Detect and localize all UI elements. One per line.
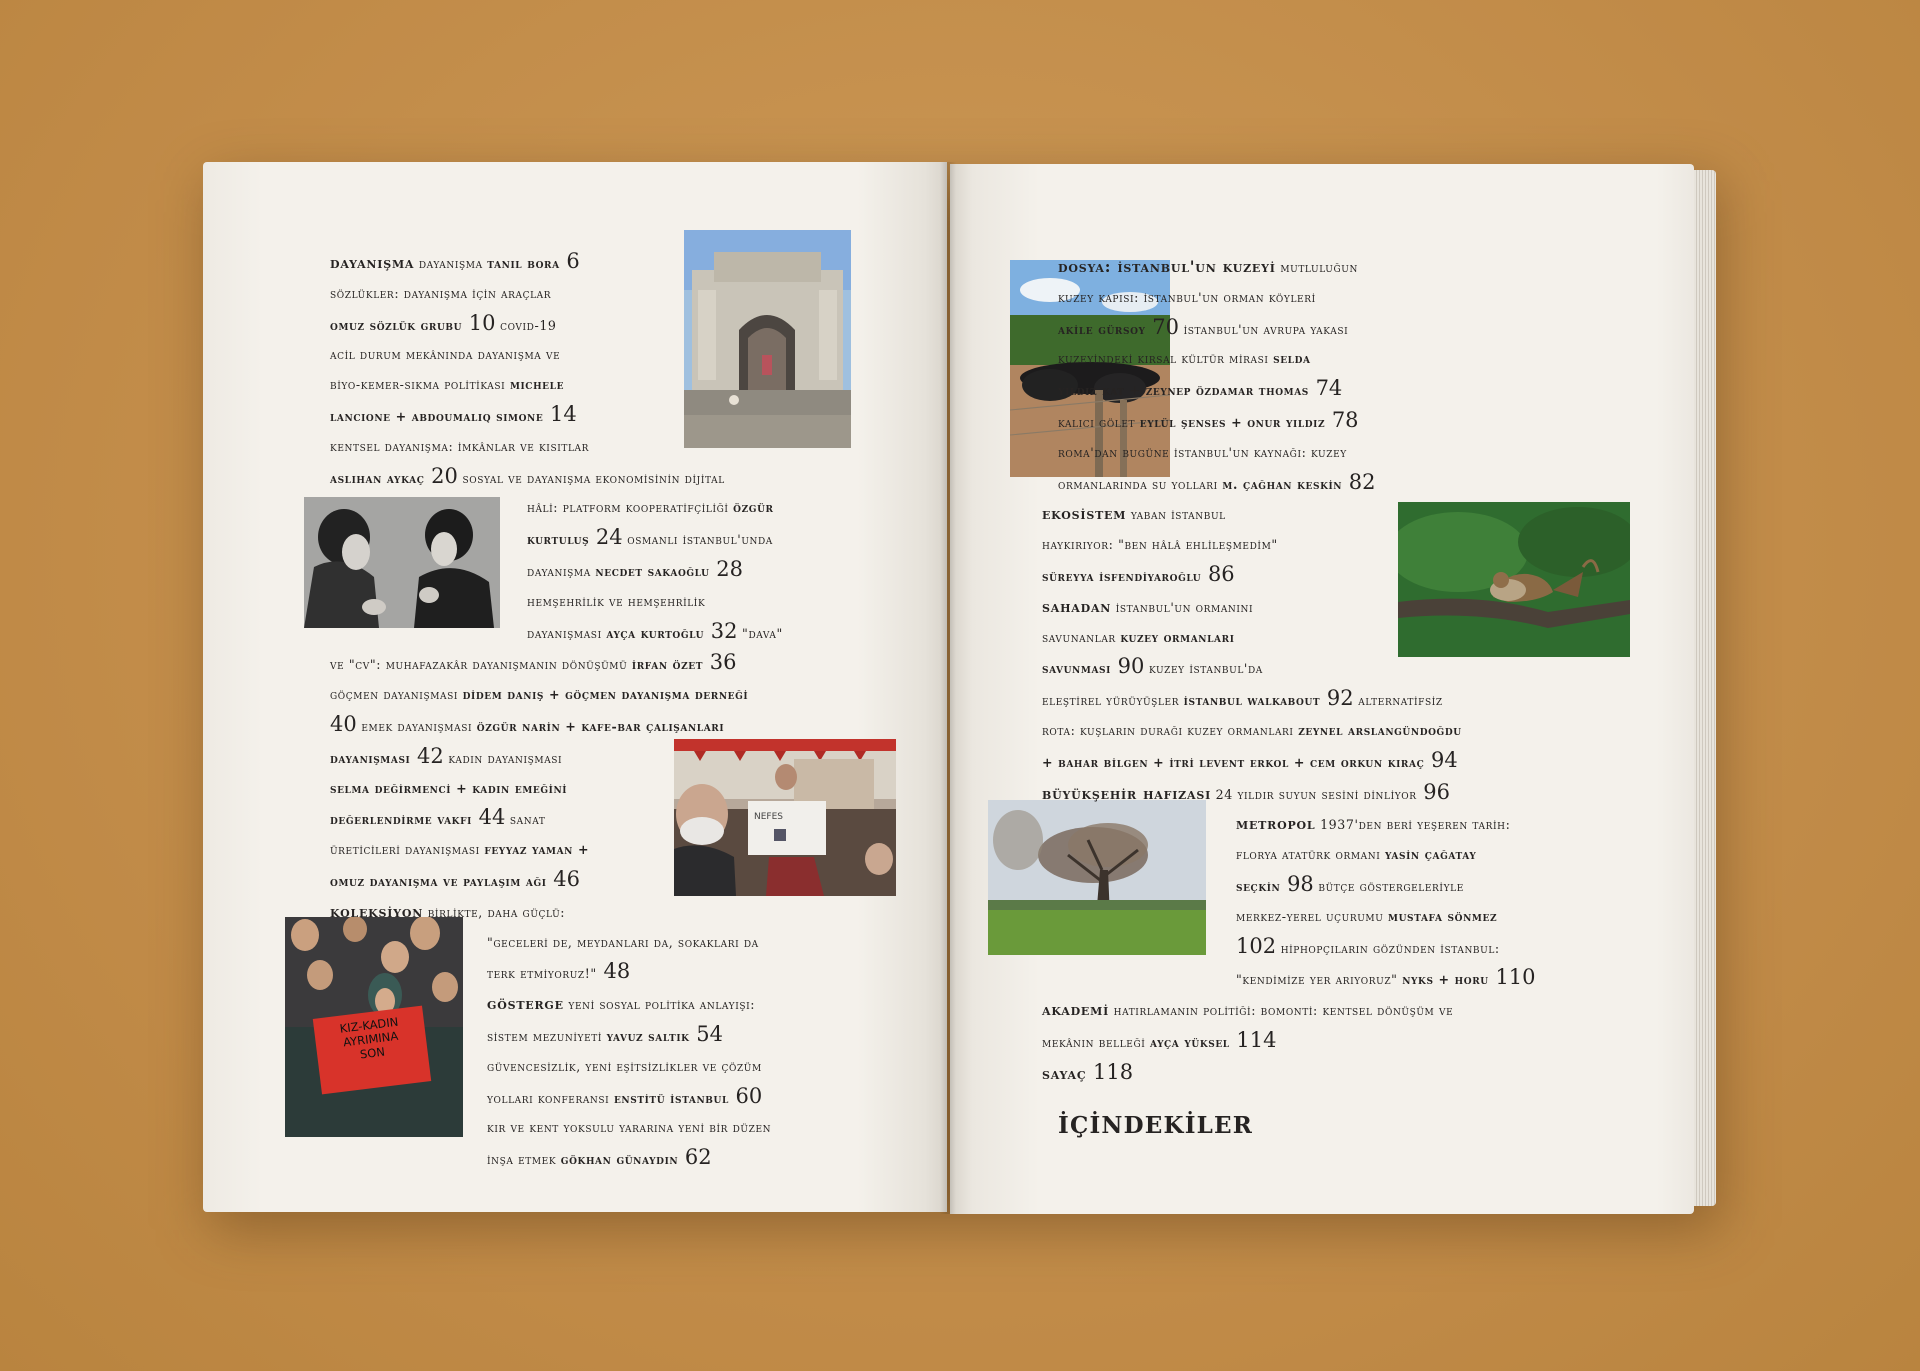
- contents-line: [527, 555, 783, 587]
- page-number: 94: [1424, 747, 1458, 772]
- article-title: florya atatürk ormani: [1236, 847, 1385, 863]
- author-name: michele: [509, 377, 565, 393]
- contents-line: [1042, 530, 1536, 560]
- left-contents-column: [330, 247, 783, 1175]
- article-title: haykiriyor: "ben hâlâ ehli̇leşmedi̇m": [1042, 537, 1278, 553]
- contents-line: [527, 617, 783, 649]
- contents-line: [330, 897, 783, 928]
- author-name: dayanişmasi: [330, 750, 411, 766]
- page-number: 36: [703, 650, 737, 675]
- contents-line: [487, 1143, 783, 1175]
- article-title: hatirlamanin poli̇ti̇ği̇: bomonti̇: kentsel dönüşüm ve: [1109, 1003, 1454, 1019]
- contents-line: [527, 587, 783, 617]
- contents-line: [1236, 902, 1536, 932]
- contents-line: [1042, 778, 1536, 810]
- page-number: 42: [410, 743, 444, 768]
- article-title: dayanişma: [414, 256, 488, 271]
- page-number: 54: [689, 1021, 723, 1046]
- contents-line: [330, 710, 783, 742]
- contents-line: [487, 1052, 783, 1082]
- author-name: selma deği̇rmenci̇ + kadin emeği̇ni̇: [330, 780, 568, 796]
- contents-line: [330, 340, 783, 370]
- author-name: di̇dem daniş + göçmen dayanişma derneği̇: [462, 687, 749, 703]
- author-name: + bahar bi̇lgen + i̇tri̇ levent erkol + cem orkun kiraç: [1042, 754, 1425, 770]
- author-name: i̇stanbul walkabout: [1183, 693, 1321, 709]
- article-title: "kendi̇mi̇ze yer ariyoruz": [1236, 972, 1403, 988]
- contents-line: [527, 523, 783, 555]
- page-number: 14: [543, 401, 577, 426]
- svg-text:NEFES: NEFES: [754, 812, 783, 822]
- section-heading: dayanişma: [330, 253, 415, 272]
- section-heading: sayaç: [1042, 1063, 1087, 1083]
- page-number: 74: [1308, 376, 1343, 401]
- author-name: kurtuluş: [527, 532, 590, 548]
- author-name: selda: [1273, 351, 1311, 367]
- contents-line: [487, 989, 783, 1020]
- contents-line: [1236, 840, 1536, 870]
- author-name: yavuz saltik: [606, 1028, 690, 1044]
- article-title: savunanlar: [1042, 629, 1121, 645]
- contents-line: [1058, 374, 1536, 406]
- page-number: 46: [546, 866, 580, 891]
- contents-line: [330, 648, 783, 680]
- section-heading: gösterge: [487, 994, 564, 1014]
- article-title: dayanişmasi: [527, 625, 607, 641]
- author-name: eylül şenses + onur yildiz: [1139, 414, 1326, 430]
- article-title: göçmen dayanişmasi: [330, 687, 463, 703]
- author-name: m. çağhan keski̇n: [1222, 476, 1343, 492]
- article-title: emek dayanişmasi: [356, 718, 477, 734]
- article-title: osmanli i̇stanbul'unda: [622, 532, 773, 548]
- article-title: kir ve kent yoksulu yararina yeni̇ bi̇r düzen: [487, 1120, 772, 1136]
- contents-line: [330, 370, 783, 400]
- section-heading: metropol: [1236, 814, 1316, 834]
- author-name: kuzey ormanlari: [1120, 629, 1235, 645]
- article-title: kuzeyi̇ndeki̇ kirsal kültür mi̇rasi: [1058, 351, 1274, 367]
- article-title: sözlükler: dayanişma i̇çi̇n araçlar: [330, 285, 552, 301]
- article-title: üreti̇ci̇leri̇ dayanişmasi: [330, 842, 485, 858]
- author-name: mustafa sönmez: [1388, 908, 1498, 924]
- section-heading: sahadan: [1042, 596, 1112, 616]
- contents-line: [330, 400, 783, 432]
- article-title: i̇stanbul'un ormanini: [1111, 599, 1254, 615]
- section-heading: akademi̇: [1042, 1000, 1110, 1020]
- page-number: 20: [424, 463, 458, 488]
- contents-line: [1042, 1026, 1536, 1058]
- author-name: ayça yüksel: [1150, 1034, 1230, 1050]
- contents-line: [1236, 870, 1536, 902]
- section-heading: koleksi̇yon: [330, 901, 424, 921]
- page-number: 118: [1086, 1059, 1134, 1084]
- section-heading: dosya: i̇stanbul'un kuzeyi̇: [1058, 257, 1276, 276]
- contents-line: [1236, 963, 1536, 995]
- contents-line: [487, 1020, 783, 1052]
- article-title: 24 yildir suyun sesi̇ni̇ di̇nli̇yor: [1211, 786, 1417, 802]
- page-number: 82: [1342, 469, 1376, 494]
- page-number: 6: [559, 249, 580, 273]
- contents-line: [1042, 1058, 1536, 1090]
- article-title: aci̇l durum mekâninda dayanişma ve: [330, 347, 561, 363]
- author-name: süreyya i̇sfendi̇yaroğlu: [1042, 568, 1202, 584]
- page-number: 70: [1145, 314, 1179, 339]
- contents-line: [1236, 809, 1536, 840]
- article-title: yollari konferansi: [487, 1090, 614, 1106]
- page-number: 40: [330, 711, 357, 736]
- article-title: hi̇phopçilarin gözünden i̇stanbul:: [1276, 940, 1500, 956]
- article-title: sosyal ve dayanişma ekonomi̇si̇ni̇n di̇ji̇tal: [457, 470, 725, 486]
- protest-sign-text: KIZ-KADIN AYRIMINA SON: [338, 1014, 399, 1062]
- article-title: kuzey i̇stanbul'da: [1144, 661, 1263, 677]
- page-number: 24: [589, 525, 623, 550]
- article-title: alternati̇fsi̇z: [1353, 693, 1443, 709]
- article-title: ormanlarinda su yollari: [1058, 476, 1223, 492]
- contents-line: [330, 835, 783, 865]
- article-title: yeni̇ sosyal poli̇ti̇ka anlayişi:: [563, 997, 756, 1013]
- contents-line: [487, 1113, 783, 1143]
- contents-line: [330, 742, 783, 774]
- article-title: i̇nşa etmek: [487, 1152, 561, 1168]
- page-number: 48: [596, 959, 631, 984]
- author-name: zeynel arslangündoğdu: [1298, 722, 1462, 738]
- article-title: kadin dayanişmasi: [443, 750, 563, 766]
- contents-line: [1058, 283, 1536, 313]
- author-name: ensti̇tü i̇stanbul: [613, 1090, 729, 1106]
- article-title: güvencesi̇zli̇k, yeni̇ eşi̇tsi̇zli̇kler ve çözüm: [487, 1058, 762, 1074]
- article-title: 1937'den beri̇ yeşeren tari̇h:: [1315, 817, 1511, 833]
- article-title: kentsel dayanişma: i̇mkânlar ve kisitlar: [330, 438, 590, 454]
- right-contents-column: [1042, 252, 1536, 1090]
- article-title: dayanişma: [527, 563, 596, 579]
- contents-line: [527, 493, 783, 523]
- page-number: 10: [462, 310, 496, 335]
- contents-line: [1058, 468, 1536, 500]
- page-number: 86: [1201, 561, 1235, 586]
- article-title: ve "cv": muhafazakâr dayanişmanin dönüşümü: [330, 657, 632, 673]
- page-number: 98: [1280, 871, 1314, 896]
- author-name: özgür: [733, 500, 774, 516]
- author-name: değerlendi̇rme vakfi: [330, 812, 472, 828]
- author-name: nyks + horu: [1402, 972, 1489, 988]
- author-name: necdet sakaoğlu: [595, 563, 710, 579]
- contents-line: [1058, 344, 1536, 374]
- contents-line: [1042, 592, 1536, 623]
- article-title: bi̇yo-kemer-sikma poli̇ti̇kasi: [330, 377, 510, 393]
- author-name: yasi̇n çağatay: [1384, 847, 1477, 863]
- author-name: lancione + abdoumaliq simone: [330, 408, 544, 424]
- article-title: mekânin belleği̇: [1042, 1034, 1151, 1050]
- contents-line: [487, 957, 783, 989]
- author-name: ayça kurtoğlu: [606, 625, 705, 641]
- article-title: hemşehri̇li̇k ve hemşehri̇li̇k: [527, 593, 706, 609]
- page-number: 102: [1236, 933, 1277, 958]
- contents-line: [330, 309, 783, 341]
- article-title: "dava": [737, 625, 783, 641]
- author-name: özgür nari̇n + kafe-bar çalişanlari: [476, 718, 725, 734]
- page-number: 60: [728, 1083, 763, 1108]
- page-number: 92: [1320, 686, 1354, 711]
- section-heading: ekosi̇stem: [1042, 504, 1127, 524]
- spine-gutter: [940, 162, 956, 1214]
- section-heading: büyükşehi̇r hafizasi: [1042, 783, 1212, 803]
- contents-line: [1042, 716, 1536, 746]
- contents-line: [1042, 560, 1536, 592]
- article-title: kuzey kapisi: i̇stanbul'un orman köyleri̇: [1058, 289, 1316, 305]
- contents-line: [1042, 499, 1536, 530]
- contents-line: [330, 247, 783, 279]
- page-number: 90: [1110, 654, 1145, 679]
- contents-line: [1058, 406, 1536, 438]
- author-name: savunmasi: [1042, 661, 1111, 677]
- contents-title: İÇİNDEKİLER: [1058, 1112, 1254, 1139]
- page-number: 44: [471, 805, 506, 830]
- article-title: i̇stanbul'un avrupa yakasi: [1178, 321, 1349, 337]
- article-title: bi̇rli̇kte, daha güçlü:: [423, 904, 566, 920]
- contents-line: [1058, 438, 1536, 468]
- article-title: covid-19: [495, 317, 557, 333]
- contents-line: [330, 803, 783, 835]
- contents-line: [1042, 623, 1536, 653]
- article-title: roma'dan bugüne i̇stanbul'un kaynaği: kuzey: [1058, 444, 1347, 460]
- contents-line: [330, 680, 783, 710]
- page-number: 114: [1229, 1027, 1277, 1052]
- article-title: mutluluğun: [1275, 260, 1358, 275]
- contents-line: [1236, 932, 1536, 964]
- contents-line: [330, 774, 783, 804]
- article-title: merkez-yerel uçurumu: [1236, 908, 1389, 924]
- article-title: eleşti̇rel yürüyüşler: [1042, 693, 1184, 709]
- article-title: sanat: [505, 812, 546, 828]
- author-name: seçki̇n: [1236, 878, 1281, 894]
- page-number: 32: [704, 618, 738, 643]
- author-name: tanil bora: [487, 256, 560, 271]
- page-edges: [1694, 170, 1716, 1206]
- author-name: i̇rfan özet: [631, 657, 704, 673]
- article-title: hâli̇: platform kooperati̇fçi̇li̇ği̇: [527, 500, 734, 516]
- contents-line: [330, 279, 783, 309]
- contents-line: [1042, 652, 1536, 684]
- contents-line: [1042, 995, 1536, 1026]
- page-number: 78: [1325, 407, 1359, 432]
- author-name: omuz sözlük grubu: [330, 317, 463, 333]
- page-number: 62: [678, 1145, 712, 1170]
- contents-line: [1058, 313, 1536, 345]
- contents-line: [330, 865, 783, 897]
- article-title: rota: kuşlarin duraği kuzey ormanlari: [1042, 722, 1299, 738]
- article-title: si̇stem mezuni̇yeti̇: [487, 1028, 607, 1044]
- author-name: aki̇le gürsoy: [1058, 321, 1146, 337]
- article-title: "geceleri̇ de, meydanlari da, sokaklari da: [487, 934, 759, 950]
- page-number: 28: [709, 556, 743, 581]
- author-name: yildiz kat + zeynep özdamar thomas: [1058, 383, 1309, 399]
- contents-line: [487, 1082, 783, 1114]
- author-name: gökhan günaydin: [560, 1152, 679, 1168]
- contents-line: [487, 928, 783, 958]
- contents-line: [1042, 746, 1536, 778]
- article-title: kalici gölet: [1058, 414, 1140, 430]
- page-number: 96: [1416, 779, 1451, 804]
- contents-line: [1042, 684, 1536, 716]
- article-title: terk etmi̇yoruz!": [487, 966, 597, 982]
- author-name: aslihan aykaç: [330, 470, 425, 486]
- author-name: omuz dayanişma ve paylaşim aği: [330, 873, 547, 889]
- page-number: 110: [1488, 965, 1536, 990]
- article-title: bütçe göstergeleri̇yle: [1313, 878, 1464, 894]
- contents-line: [1058, 252, 1536, 283]
- article-title: yaban i̇stanbul: [1126, 507, 1226, 523]
- contents-line: [330, 462, 783, 494]
- author-name: feyyaz yaman +: [484, 842, 590, 858]
- contents-line: [330, 432, 783, 462]
